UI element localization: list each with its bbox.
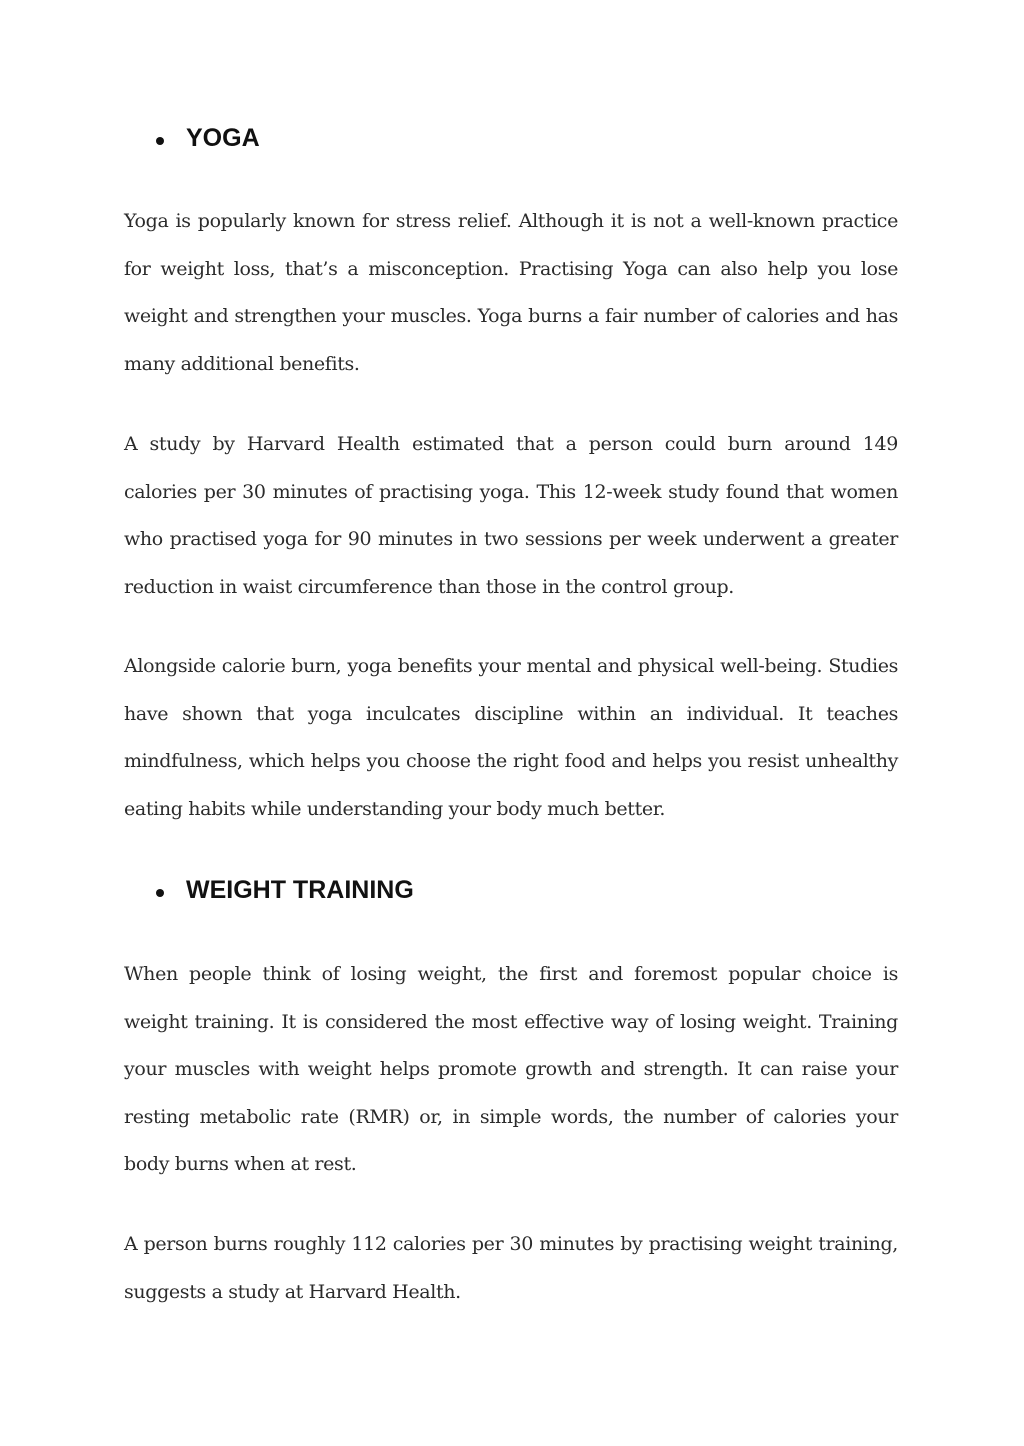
paragraph: A study by Harvard Health estimated that a person could burn around 149 calories per 30 minutes of practising yoga. This 12-week study found that women who practised yoga for 90 minutes in two sessions per week underwent a greater reduction in waist circumference than those in the control group.: [124, 433, 898, 598]
bullet-icon: [156, 137, 164, 145]
section-heading-weight-training: [156, 876, 414, 905]
section-heading-yoga: [156, 124, 260, 153]
section-heading-text: WEIGHT TRAINING: [186, 876, 414, 904]
section-heading-text: YOGA: [186, 124, 260, 152]
paragraph: Alongside calorie burn, yoga benefits your mental and physical well-being. Studies have shown that yoga inculcates discipline within an individual. It teaches mindfulness, which helps you choose the right food and helps you resist unhealthy eating habits while understanding your body much better.: [124, 655, 898, 820]
paragraph: Yoga is popularly known for stress relief. Although it is not a well-known practice for weight loss, that’s a misconception. Practising Yoga can also help you lose weight and strengthen your muscles. Yoga burns a fair number of calories and has many additional benefits.: [124, 210, 898, 375]
paragraph: A person burns roughly 112 calories per 30 minutes by practising weight training, suggests a study at Harvard Health.: [124, 1233, 898, 1303]
bullet-icon: [156, 889, 164, 897]
paragraph: When people think of losing weight, the first and foremost popular choice is weight training. It is considered the most effective way of losing weight. Training your muscles with weight helps promote growth and strength. It can raise your resting metabolic rate (RMR) or, in simple words, the number of calories your body burns when at rest.: [124, 963, 898, 1175]
